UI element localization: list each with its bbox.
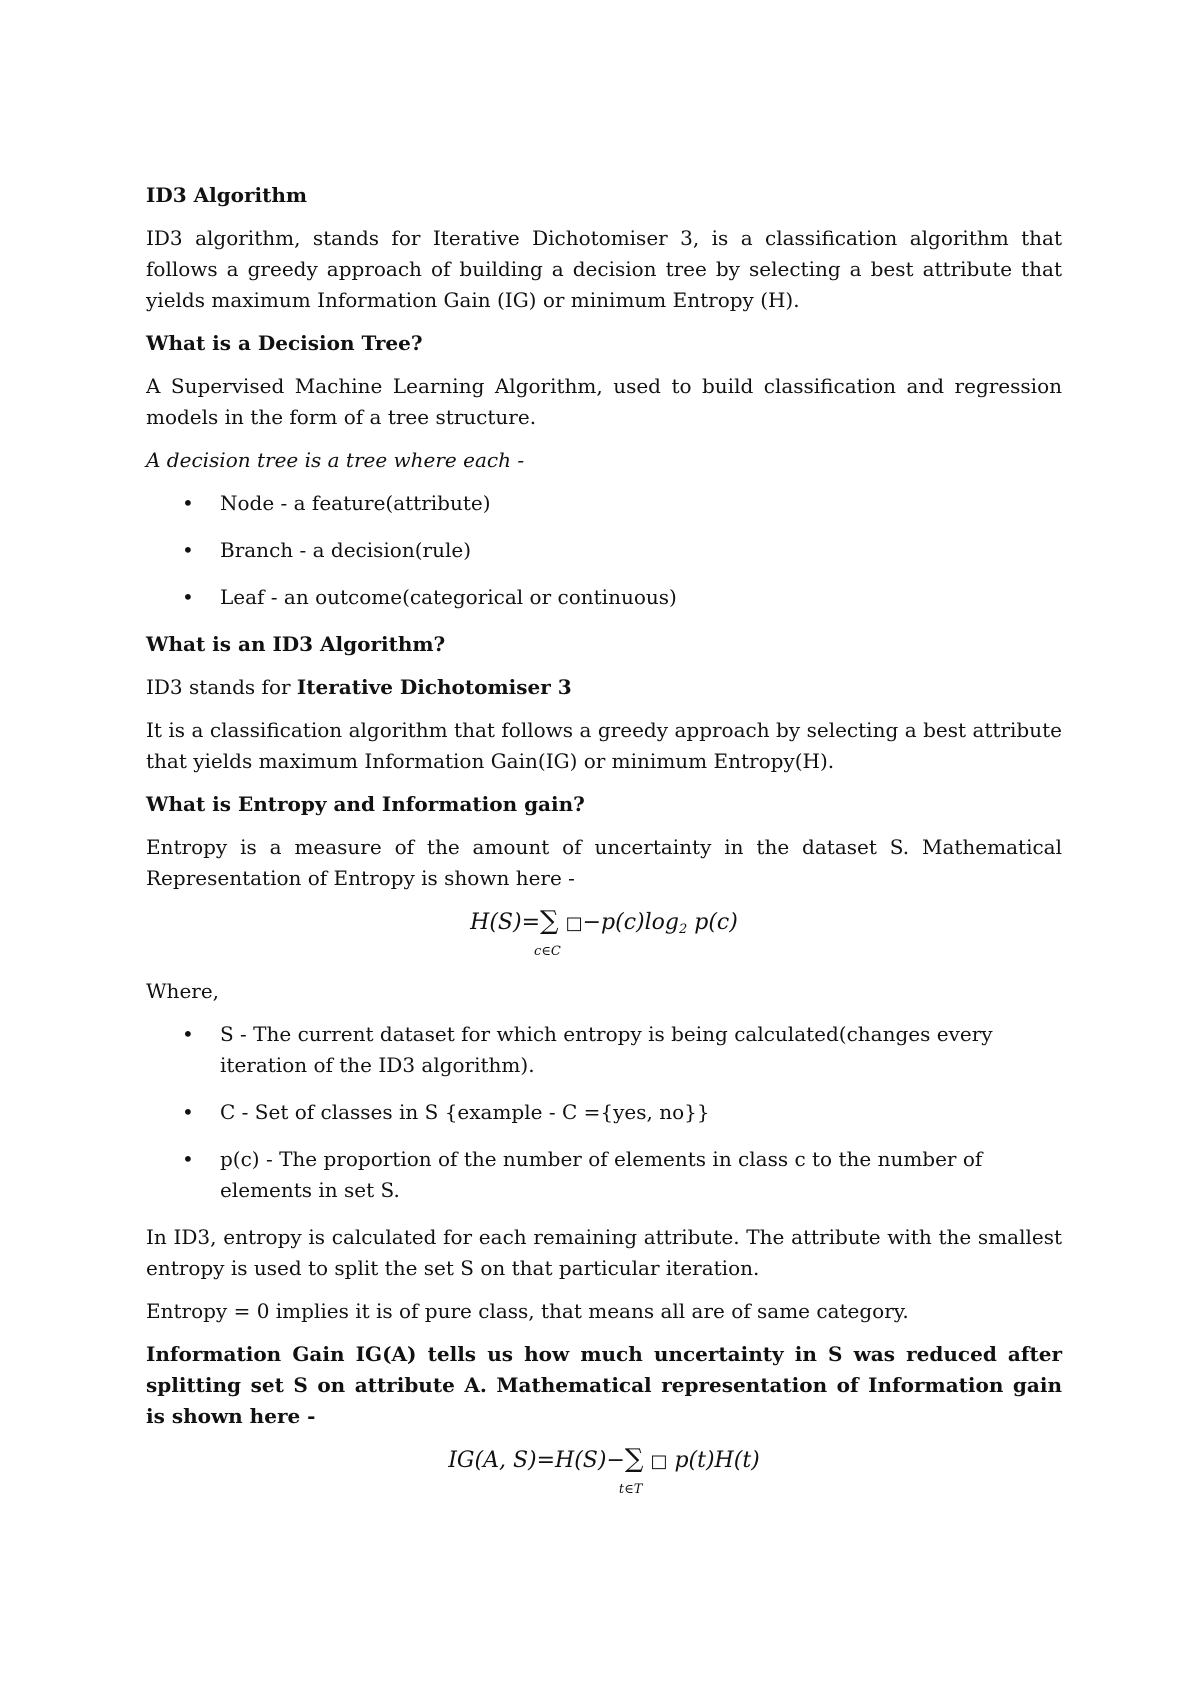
list-item: • Node - a feature(attribute) (146, 488, 1062, 519)
entropy-description: Entropy is a measure of the amount of uncertainty in the dataset S. Mathematical Representation of Entropy is shown here - (146, 835, 1062, 890)
entropy-terms-list (146, 1019, 1062, 1206)
id3-heading: What is an ID3 Algorithm? (146, 632, 446, 656)
entropy-split-note: In ID3, entropy is calculated for each remaining attribute. The attribute with the smallest entropy is used to split the set S on that particular iteration. (146, 1225, 1062, 1280)
document-content (146, 180, 1062, 1514)
entropy-zero-note: Entropy = 0 implies it is of pure class, that means all are of same category. (146, 1299, 909, 1323)
entropy-heading: What is Entropy and Information gain? (146, 792, 585, 816)
sum-symbol: ∑ c∈C (534, 906, 561, 959)
list-item: • Branch - a decision(rule) (146, 535, 1062, 566)
id3-stands-for: ID3 stands for Iterative Dichotomiser 3 (146, 675, 572, 699)
information-gain-formula: IG(A, S)=H(S)−∑ t∈T □ p(t)H(t) (448, 1444, 760, 1497)
decision-tree-each-label: A decision tree is a tree where each - (146, 448, 525, 472)
page-title: ID3 Algorithm (146, 183, 308, 207)
bullet-icon: • (182, 1022, 194, 1046)
sum-symbol: ∑ t∈T (618, 1444, 644, 1497)
list-item: • p(c) - The proportion of the number of elements in class c to the number of elements in set S. (146, 1144, 1062, 1206)
list-item: • C - Set of classes in S {example - C ={yes, no}} (146, 1097, 1062, 1128)
bullet-icon: • (182, 1147, 194, 1171)
decision-tree-heading: What is a Decision Tree? (146, 331, 423, 355)
bullet-icon: • (182, 1100, 194, 1124)
decision-tree-description: A Supervised Machine Learning Algorithm, used to build classification and regression models in the form of a tree structure. (146, 374, 1062, 429)
intro-paragraph: ID3 algorithm, stands for Iterative Dichotomiser 3, is a classification algorithm that follows a greedy approach of building a decision tree by selecting a best attribute that yields maximum Information Gain (IG) or minimum Entropy (H). (146, 226, 1062, 312)
bullet-icon: • (182, 585, 194, 609)
bullet-icon: • (182, 538, 194, 562)
decision-tree-list (146, 488, 1062, 613)
where-label: Where, (146, 979, 220, 1003)
id3-description: It is a classification algorithm that follows a greedy approach by selecting a best attribute that yields maximum Information Gain(IG) or minimum Entropy(H). (146, 718, 1062, 773)
bullet-icon: • (182, 491, 194, 515)
list-item: • Leaf - an outcome(categorical or continuous) (146, 582, 1062, 613)
list-item: • S - The current dataset for which entropy is being calculated(changes every iteration of the ID3 algorithm). (146, 1019, 1062, 1081)
entropy-formula: H(S)=∑ c∈C □−p(c)log2 p(c) (470, 906, 738, 959)
information-gain-description: Information Gain IG(A) tells us how much uncertainty in S was reduced after splitting set S on attribute A. Mathematical representation of Information gain is shown here - (146, 1342, 1062, 1428)
